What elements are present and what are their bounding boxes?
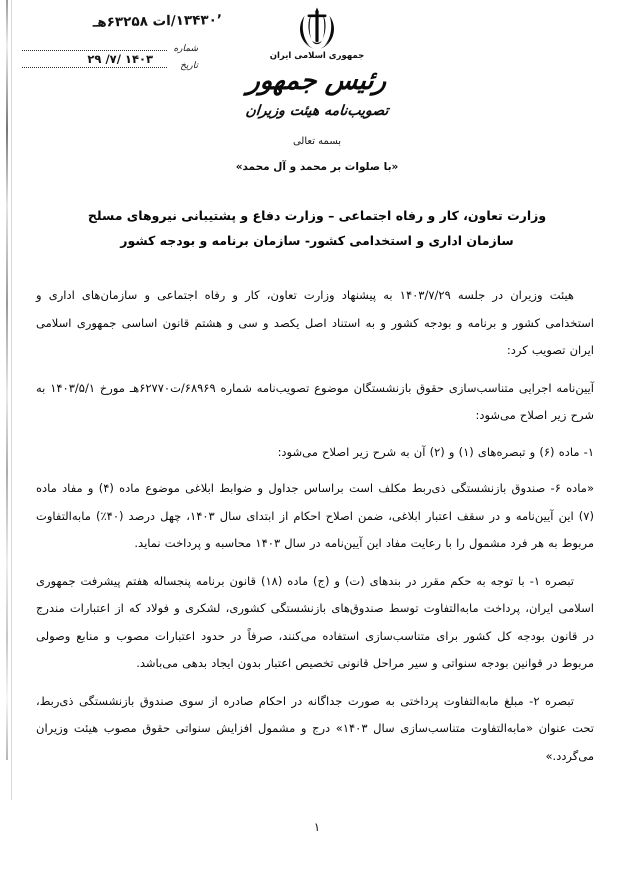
page-number: ۱ xyxy=(313,820,321,834)
letterhead-country: جمهوری اسلامی ایران xyxy=(269,51,365,61)
iran-national-emblem-icon xyxy=(296,6,338,50)
letterhead-subtitle: تصویب‌نامه هیئت وزیران xyxy=(244,103,390,119)
basmala-text: بسمه تعالی xyxy=(292,136,342,147)
addressee-line-1: وزارت تعاون، کار و رفاه اجتماعی – وزارت دفاع و پشتیبانی نیروهای مسلح xyxy=(87,208,547,223)
salawat-text: «با صلوات بر محمد و آل محمد» xyxy=(235,161,399,173)
stamp-date-value: ۱۴۰۳ /۷/ ۲۹ xyxy=(87,52,153,66)
stamp-date-label: تاریخ xyxy=(180,61,198,71)
letterhead xyxy=(0,6,634,119)
body-paragraph-3-article-heading: ۱- ماده (۶) و تبصره‌های (۱) و (۲) آن به شرح زیر اصلاح می‌شود: xyxy=(277,444,594,459)
body-paragraph-1: هیئت وزیران در جلسه ۱۴۰۳/۷/۲۹ به پیشنهاد وزارت تعاون، کار و رفاه اجتماعی و سازمان‌های اداری و استخدامی کشور و برنامه و بودجه کشور و به استناد اصل یکصد و سی و هشتم قانون اساسی جمهوری اسلامی ایران تصویب کرد: xyxy=(36,288,594,357)
stamp-number-label: شماره xyxy=(173,44,198,54)
letterhead-title: رئیس جمهور xyxy=(245,66,389,96)
body-paragraph-2: آیین‌نامه اجرایی متناسب‌سازی حقوق بازنشستگان موضوع تصویب‌نامه شماره ۶۸۹۶۹/ت۶۲۷۷۰هـ مورخ ۱۴۰۳/۵/۱ به شرح زیر اصلاح می‌شود: xyxy=(36,380,594,422)
body-paragraph-4-article-6: «ماده ۶- صندوق بازنشستگی ذی‌ربط مکلف است براساس جداول و ضوابط ابلاغی موضوع ماده (۴) و مفاد ماده (۷) این آیین‌نامه و در سقف اعتبار ابلاغی، ضمن اصلاح احکام از ابتدای سال ۱۴۰۳، چهل درصد (۴۰٪) مابه‌التفاوت مربوط به هر فرد مشمول را با رعایت مفاد این آیین‌نامه در سال ۱۴۰۳ محاسبه و پرداخت نماید. xyxy=(36,481,594,550)
addressee-line-2: سازمان اداری و استخدامی کشور- سازمان برنامه و بودجه کشور xyxy=(120,233,514,248)
addressee-block xyxy=(0,203,634,253)
document-body xyxy=(36,282,594,780)
invocation-block xyxy=(0,136,634,173)
document-number: ۱۳۴۳۰٬/ات ۶۳۲۵۸هـ xyxy=(92,12,223,31)
body-paragraph-6-note-2: تبصره ۲- مبلغ مابه‌التفاوت پرداختی به صورت جداگانه در احکام صادره از سوی صندوق بازنشستگی ذی‌ربط، تحت عنوان «مابه‌التفاوت متناسب‌سازی سال ۱۴۰۳» درج و مشمول افزایش سنواتی حقوق مصوب هیئت وزیران می‌گردد.» xyxy=(36,693,594,763)
body-paragraph-5-note-1: تبصره ۱- با توجه به حکم مقرر در بندهای (ت) و (ج) ماده (۱۸) قانون برنامه پنجساله هفتم پیشرفت جمهوری اسلامی ایران، پرداخت مابه‌التفاوت توسط صندوق‌های بازنشستگی کشوری، لشکری و فولاد که از اعتبارات مندرج در قانون بودجه کل کشور برای متناسب‌سازی استفاده می‌کنند، صرفاً در حدود اعتبارات مصوب و منابع وصولی مربوط در قوانین بودجه سنواتی و سیر مراحل قانونی تخصیص اعتبار بدون ایجاد بدهی می‌باشد. xyxy=(36,573,594,670)
scan-edge-artifact-secondary xyxy=(11,0,12,800)
